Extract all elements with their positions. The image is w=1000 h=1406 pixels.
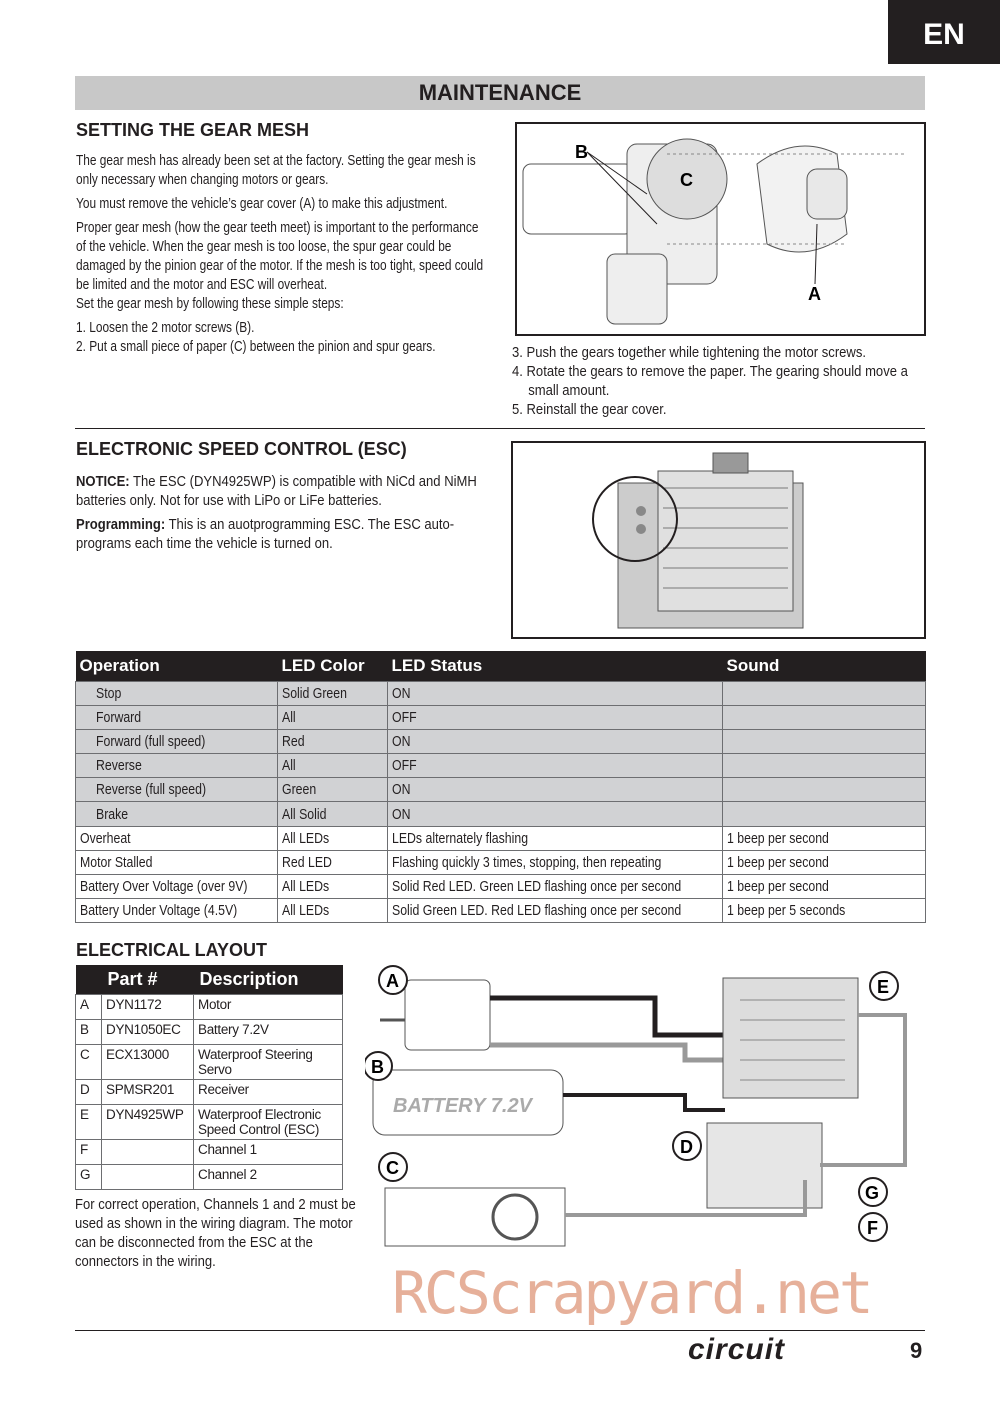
table-cell: E [76, 1104, 102, 1139]
table-cell [278, 899, 388, 923]
electrical-heading: ELECTRICAL LAYOUT [76, 940, 268, 960]
table-cell [278, 705, 388, 729]
table-cell [76, 729, 278, 753]
parts-table [75, 965, 343, 1190]
cell-text: All LEDs [282, 902, 330, 920]
table-row [76, 826, 926, 850]
table-cell [388, 705, 723, 729]
esc-text [76, 473, 490, 559]
cell-text: 1 beep per 5 seconds [727, 902, 846, 920]
esc-heading: ELECTRONIC SPEED CONTROL (ESC) [76, 439, 407, 459]
table-cell: Waterproof Electronic Speed Control (ESC) [194, 1104, 343, 1139]
programming-label: Programming: [76, 517, 166, 533]
cell-text: Green [282, 781, 317, 799]
table-cell [723, 681, 926, 705]
cell-text: Solid Red LED. Green LED flashing once per second [392, 878, 682, 896]
table-header [76, 651, 926, 681]
table-cell [388, 899, 723, 923]
gear-mesh-heading: SETTING THE GEAR MESH [76, 120, 310, 140]
label-b: B [575, 142, 588, 162]
header-description: Description [194, 965, 343, 994]
esc-figure [511, 441, 926, 639]
table-cell [388, 778, 723, 802]
table-cell [278, 875, 388, 899]
section-title: MAINTENANCE [75, 76, 925, 110]
gearbox-illustration [517, 124, 924, 334]
cell-text: Forward (full speed) [96, 732, 206, 750]
table-cell [388, 681, 723, 705]
table-cell [76, 850, 278, 874]
gear-mesh-text [76, 152, 490, 362]
table-row [76, 802, 926, 826]
table-row [76, 681, 926, 705]
cell-text: Brake [96, 805, 129, 823]
cell-text: OFF [392, 757, 417, 775]
table-cell [278, 729, 388, 753]
motor [405, 980, 490, 1050]
cell-text: Overheat [80, 829, 131, 847]
paragraph: Set the gear mesh by following these simple steps: [76, 296, 344, 312]
gear-mesh-steps-right [512, 344, 926, 420]
table-cell: Channel 1 [194, 1139, 343, 1164]
header-operation: Operation [76, 651, 278, 681]
led-status-table [75, 651, 926, 923]
cell-text: Flashing quickly 3 times, stopping, then repeating [392, 853, 662, 871]
cell-text: Solid Green LED. Red LED flashing once per second [392, 902, 682, 920]
table-cell [723, 778, 926, 802]
table-cell [102, 1164, 194, 1189]
table-row [76, 1104, 343, 1139]
table-cell [76, 705, 278, 729]
cell-text: Solid Green [282, 684, 347, 702]
label-e: E [877, 977, 890, 997]
cell-text: Reverse [96, 757, 142, 775]
table-cell [76, 826, 278, 850]
table-cell [76, 778, 278, 802]
table-cell [388, 850, 723, 874]
table-row [76, 1044, 343, 1079]
table-cell [723, 826, 926, 850]
table-cell [278, 754, 388, 778]
table-row [76, 850, 926, 874]
table-cell [278, 778, 388, 802]
watermark: RCScrapyard.net [392, 1259, 871, 1327]
table-header [76, 965, 343, 994]
table-cell [278, 681, 388, 705]
cell-text: Motor Stalled [80, 853, 153, 871]
header-sound: Sound [723, 651, 926, 681]
cell-text: Battery Under Voltage (4.5V) [80, 902, 238, 920]
divider [75, 428, 925, 429]
table-row [76, 705, 926, 729]
language-tab: EN [888, 0, 1000, 64]
table-cell: DYN4925WP [102, 1104, 194, 1139]
step: 4. Rotate the gears to remove the paper. The gearing should move a small amount. [512, 364, 908, 399]
table-cell: Receiver [194, 1079, 343, 1104]
table-cell: D [76, 1079, 102, 1104]
header-part: Part # [102, 965, 194, 994]
table-cell [723, 899, 926, 923]
cell-text: LEDs alternately flashing [392, 829, 529, 847]
step: 1. Loosen the 2 motor screws (B). [76, 320, 255, 336]
table-row [76, 1019, 343, 1044]
table-cell: B [76, 1019, 102, 1044]
header-letter [76, 965, 102, 994]
table-cell [388, 754, 723, 778]
cell-text: ON [392, 805, 411, 823]
cell-text: ON [392, 781, 411, 799]
notice-label: NOTICE: [76, 474, 130, 490]
table-cell [278, 850, 388, 874]
cell-text: All LEDs [282, 829, 330, 847]
table-row [76, 1079, 343, 1104]
cell-text: Red [282, 732, 305, 750]
table-cell [76, 681, 278, 705]
table-cell [76, 875, 278, 899]
table-cell [723, 875, 926, 899]
label-a: A [386, 971, 399, 991]
cell-text: Red LED [282, 853, 332, 871]
label-a: A [808, 284, 821, 304]
table-cell [723, 802, 926, 826]
cell-text: 1 beep per second [727, 829, 829, 847]
table-cell [723, 850, 926, 874]
table-cell [388, 802, 723, 826]
label-f: F [867, 1218, 878, 1238]
esc-illustration [513, 443, 924, 637]
brand-logo: circuit [688, 1333, 786, 1366]
table-cell: DYN1050EC [102, 1019, 194, 1044]
table-cell: Battery 7.2V [194, 1019, 343, 1044]
table-cell: Channel 2 [194, 1164, 343, 1189]
table-cell [388, 826, 723, 850]
table-cell [278, 826, 388, 850]
table-cell: Waterproof Steering Servo [194, 1044, 343, 1079]
table-cell: SPMSR201 [102, 1079, 194, 1104]
table-cell [76, 754, 278, 778]
table-cell [388, 875, 723, 899]
table-cell [278, 802, 388, 826]
gear-cover-figure [515, 122, 926, 336]
paragraph: Proper gear mesh (how the gear teeth meet) is important to the performance of the vehicle. When the gear mesh is too loose, the spur gear could be damaged by the pinion gear of the motor. If the mesh is too tight, speed could be limited and the motor and ESC will overheat. [76, 220, 484, 293]
table-cell [76, 899, 278, 923]
electrical-note: For correct operation, Channels 1 and 2 must be used as shown in the wiring diagram. The motor can be disconnected from the ESC at the connectors in the wiring. [75, 1196, 356, 1270]
wiring-diagram [365, 960, 935, 1260]
table-row [76, 1139, 343, 1164]
table-cell: ECX13000 [102, 1044, 194, 1079]
table-cell: Motor [194, 994, 343, 1019]
label-c: C [386, 1158, 399, 1178]
cell-text: All [282, 708, 296, 726]
table-row [76, 899, 926, 923]
paragraph: You must remove the vehicle’s gear cover (A) to make this adjustment. [76, 196, 448, 212]
step: 5. Reinstall the gear cover. [512, 402, 667, 418]
battery-label: BATTERY 7.2V [393, 1095, 532, 1117]
table-row [76, 754, 926, 778]
table-row [76, 1164, 343, 1189]
table-cell: C [76, 1044, 102, 1079]
paragraph: The gear mesh has already been set at the factory. Setting the gear mesh is only necessary when changing motors or gears. [76, 153, 476, 188]
step: 2. Put a small piece of paper (C) between the pinion and spur gears. [76, 339, 436, 355]
cell-text: All [282, 757, 296, 775]
cell-text: 1 beep per second [727, 878, 829, 896]
footer-divider [75, 1330, 925, 1331]
table-row [76, 778, 926, 802]
table-row [76, 875, 926, 899]
table-cell: DYN1172 [102, 994, 194, 1019]
cell-text: All Solid [282, 805, 327, 823]
label-b: B [371, 1057, 384, 1077]
electrical-parts-block [75, 965, 365, 1272]
cell-text: All LEDs [282, 878, 330, 896]
header-led-status: LED Status [388, 651, 723, 681]
table-cell [723, 705, 926, 729]
step: 3. Push the gears together while tightening the motor screws. [512, 345, 866, 361]
page-number: 9 [910, 1338, 923, 1363]
cell-text: ON [392, 684, 411, 702]
programming-text: This is an auotprogramming ESC. The ESC auto-programs each time the vehicle is turned on. [76, 517, 455, 552]
table-cell: F [76, 1139, 102, 1164]
table-cell [388, 729, 723, 753]
table-cell: G [76, 1164, 102, 1189]
cell-text: Battery Over Voltage (over 9V) [80, 878, 248, 896]
cell-text: ON [392, 732, 411, 750]
label-c: C [680, 170, 693, 190]
table-cell [76, 802, 278, 826]
notice-text: The ESC (DYN4925WP) is compatible with NiCd and NiMH batteries only. Not for use with LiPo or LiFe batteries. [76, 474, 477, 509]
table-row [76, 729, 926, 753]
cell-text: OFF [392, 708, 417, 726]
label-d: D [680, 1137, 693, 1157]
table-cell [102, 1139, 194, 1164]
table-cell [723, 729, 926, 753]
table-row [76, 994, 343, 1019]
table-cell [723, 754, 926, 778]
cell-text: 1 beep per second [727, 853, 829, 871]
cell-text: Stop [96, 684, 122, 702]
cell-text: Reverse (full speed) [96, 781, 207, 799]
label-g: G [865, 1183, 880, 1203]
header-led-color: LED Color [278, 651, 388, 681]
table-cell: A [76, 994, 102, 1019]
cell-text: Forward [96, 708, 142, 726]
